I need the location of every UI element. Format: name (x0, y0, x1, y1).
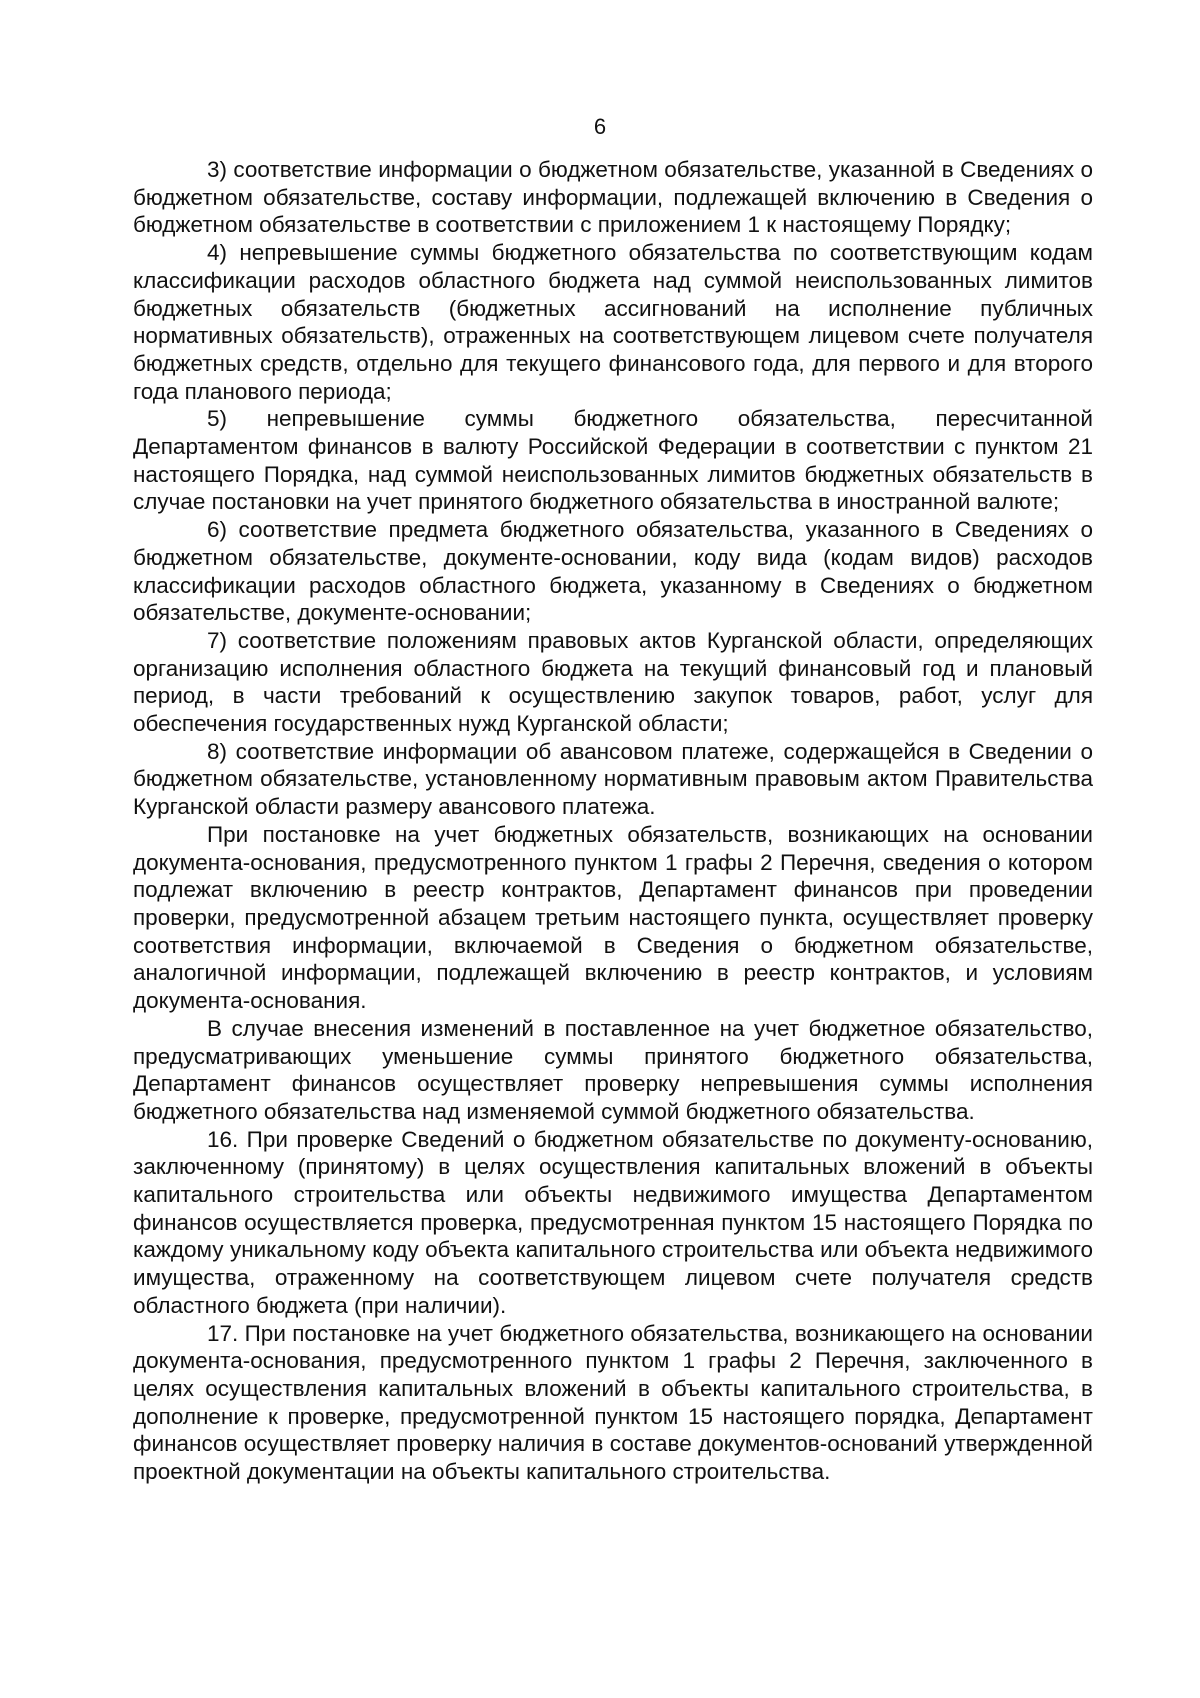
paragraph-item-7: 7) соответствие положениям правовых актов Курганской области, определяющих организацию исполнения областного бюджета на текущий финансовый год и плановый период, в части требований к осуществлению закупок товаров, работ, услуг для обеспечения государственных нужд Курганской области; (133, 627, 1093, 737)
paragraph-section-16: 16. При проверке Сведений о бюджетном обязательстве по документу-основанию, заключенному (принятому) в целях осуществления капитальных вложений в объекты капитального строительства или объекты недвижимого имущества Департаментом финансов осуществляется проверка, предусмотренная пунктом 15 настоящего Порядка по каждому уникальному коду объекта капитального строительства или объекта недвижимого имущества, отраженному на соответствующем лицевом счете получателя средств областного бюджета (при наличии). (133, 1126, 1093, 1318)
paragraph-item-8: 8) соответствие информации об авансовом платеже, содержащейся в Сведении о бюджетном обязательстве, установленному нормативным правовым актом Правительства Курганской области размеру авансового платежа. (133, 738, 1093, 820)
paragraph-item-3: 3) соответствие информации о бюджетном обязательстве, указанной в Сведениях о бюджетном обязательстве, составу информации, подлежащей включению в Сведения о бюджетном обязательстве в соответствии с приложением 1 к настоящему Порядку; (133, 157, 1093, 238)
paragraph-item-4: 4) непревышение суммы бюджетного обязательства по соответствующим кодам классификации расходов областного бюджета над суммой неиспользованных лимитов бюджетных обязательств (бюджетных ассигнований на исполнение публичных нормативных обязательств), отраженных на соответствующем лицевом счете получателя бюджетных средств, отдельно для текущего финансового года, для первого и для второго года планового периода; (133, 240, 1093, 404)
page-number: 6 (593, 114, 607, 139)
document-body (133, 156, 1093, 1486)
paragraph-obligation-reduction: В случае внесения изменений в поставленное на учет бюджетное обязательство, предусматривающих уменьшение суммы принятого бюджетного обязательства, Департамент финансов осуществляет проверку непревышения суммы исполнения бюджетного обязательства над изменяемой суммой бюджетного обязательства. (133, 1015, 1093, 1124)
paragraph-section-17: 17. При постановке на учет бюджетного обязательства, возникающего на основании документа-основания, предусмотренного пунктом 1 графы 2 Перечня, заключенного в целях осуществления капитальных вложений в объекты капитального строительства, в дополнение к проверке, предусмотренной пунктом 15 настоящего порядка, Департамент финансов осуществляет проверку наличия в составе документов-оснований утвержденной проектной документации на объекты капитального строительства. (133, 1320, 1093, 1485)
paragraph-item-5: 5) непревышение суммы бюджетного обязательства, пересчитанной Департаментом финансов в валюту Российской Федерации в соответствии с пунктом 21 настоящего Порядка, над суммой неиспользованных лимитов бюджетных обязательств в случае постановки на учет принятого бюджетного обязательства в иностранной валюте; (133, 406, 1093, 515)
paragraph-item-6: 6) соответствие предмета бюджетного обязательства, указанного в Сведениях о бюджетном обязательстве, документе-основании, коду вида (кодам видов) расходов классификации расходов областного бюджета, указанному в Сведениях о бюджетном обязательстве, документе-основании; (133, 517, 1093, 626)
paragraph-contract-registry-check: При постановке на учет бюджетных обязательств, возникающих на основании документа-основания, предусмотренного пунктом 1 графы 2 Перечня, сведения о котором подлежат включению в реестр контрактов, Департамент финансов при проведении проверки, предусмотренной абзацем третьим настоящего пункта, осуществляет проверку соответствия информации, включаемой в Сведения о бюджетном обязательстве, аналогичной информации, подлежащей включению в реестр контрактов, и условиям документа-основания. (133, 821, 1093, 1014)
